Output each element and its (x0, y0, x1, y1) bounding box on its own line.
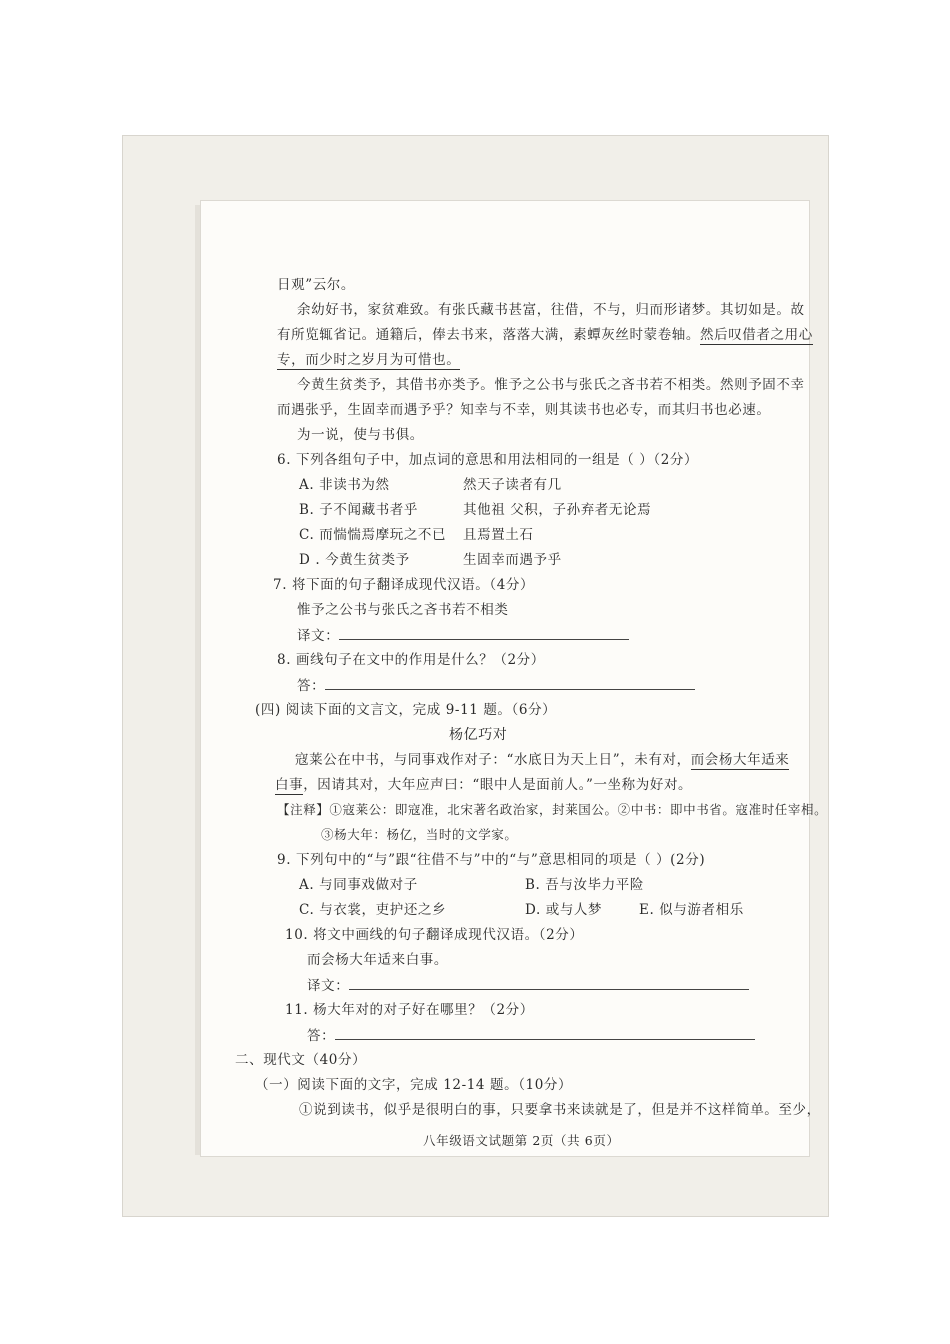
q10-answer-label: 译文： (307, 978, 350, 994)
q8-answer-label: 答： (297, 678, 326, 694)
underlined-sentence: 白事 (275, 777, 304, 793)
text-line: 为一说，使与书俱。 (297, 427, 424, 443)
part-2-paragraph: ①说到读书，似乎是很明白的事，只要拿书来读就是了，但是并不这样简单。至少， (299, 1102, 821, 1118)
q6-option-a-right: 然天子读者有几 (463, 477, 562, 493)
text-line: 今黄生贫类予，其借书亦类予。惟予之公书与张氏之吝书若不相类。然则予固不幸 (297, 377, 805, 393)
q7-sentence: 惟予之公书与张氏之吝书若不相类 (297, 602, 509, 618)
passage-title: 杨亿巧对 (449, 727, 508, 743)
q7-answer-blank[interactable] (339, 625, 629, 640)
text-segment: 寇莱公在中书，与同事戏作对子：“水底日为天上日”，未有对， (295, 752, 691, 768)
q10-sentence: 而会杨大年适来白事。 (307, 952, 448, 968)
page-footer: 八年级语文试题第 2页（共 6页） (423, 1133, 620, 1148)
exam-page (200, 200, 828, 1157)
q7-answer-line (297, 625, 629, 646)
q9-option-a: A. 与同事戏做对子 (299, 877, 418, 893)
question-7-stem: 7. 将下面的句子翻译成现代汉语。（4分） (273, 577, 535, 593)
q11-answer-line (307, 1025, 755, 1046)
question-9-stem: 9. 下列句中的“与”跟“往借不与”中的“与”意思相同的项是（ ）(2分) (277, 852, 706, 868)
q9-option-e: E. 似与游者相乐 (639, 902, 744, 918)
question-11-stem: 11. 杨大年对的对子好在哪里？（2分） (285, 1002, 534, 1018)
annotation-note: 【注释】①寇莱公：即寇准，北宋著名政治家，封莱国公。②中书：即中书省。寇准时任宰相。 (277, 802, 828, 817)
text-line (277, 350, 460, 370)
q10-answer-blank[interactable] (349, 975, 749, 990)
underlined-sentence: 专，而少时之岁月为可惜也。 (277, 352, 461, 368)
text-line: 日观”云尔。 (277, 277, 356, 293)
q6-option-d-right: 生固幸而遇予乎 (463, 552, 562, 568)
question-6-stem: 6. 下列各组句子中，加点词的意思和用法相同的一组是（ ）（2分） (277, 452, 699, 468)
q6-option-b-right: 其他祖 父积，子孙弃者无论焉 (463, 502, 652, 518)
passage-line (275, 775, 692, 795)
text-line (277, 325, 813, 345)
section-4-heading: (四) 阅读下面的文言文，完成 9-11 题。（6分） (255, 702, 557, 718)
q9-option-c: C. 与衣裳，吏护还之乡 (299, 902, 447, 918)
q8-answer-blank[interactable] (325, 675, 695, 690)
q6-option-d-left: D . 今黄生贫类予 (299, 552, 410, 568)
text-segment: ，因请其对，大年应声曰：“眼中人是面前人。”一坐称为好对。 (303, 777, 693, 793)
part-2-heading: 二、现代文（40分） (235, 1052, 367, 1068)
text-line: 余幼好书，家贫难致。有张氏藏书甚富，往借，不与，归而形诸梦。其切如是。故 (297, 302, 805, 318)
question-10-stem: 10. 将文中画线的句子翻译成现代汉语。（2分） (285, 927, 584, 943)
question-8-stem: 8. 画线句子在文中的作用是什么？（2分） (277, 652, 545, 668)
q6-option-c-right: 且焉置土石 (463, 527, 534, 543)
q9-option-b: B. 吾与汝毕力平险 (525, 877, 645, 893)
q6-option-a-left: A. 非读书为然 (299, 477, 390, 493)
q6-option-b-left: B. 子不闻藏书者乎 (299, 502, 419, 518)
q6-option-c-left: C. 而惴惴焉摩玩之不已 (299, 527, 447, 543)
passage-line (295, 750, 789, 770)
text-line: 而遇张乎，生固幸而遇予乎？知幸与不幸，则其读书也必专，而其归书也必速。 (277, 402, 771, 418)
part-2-subheading: （一）阅读下面的文字，完成 12-14 题。（10分） (255, 1077, 573, 1093)
text-segment: 有所览辄省记。通籍后，俸去书来，落落大满，素蟫灰丝时蒙卷轴。 (277, 327, 700, 343)
q10-answer-line (307, 975, 749, 996)
annotation-note: ③杨大年：杨亿，当时的文学家。 (321, 827, 518, 842)
q7-answer-label: 译文： (297, 628, 340, 644)
underlined-sentence: 然后叹借者之用心 (700, 327, 813, 343)
q8-answer-line (297, 675, 695, 696)
q11-answer-blank[interactable] (335, 1025, 755, 1040)
q11-answer-label: 答： (307, 1028, 336, 1044)
q9-option-d: D. 或与人梦 (525, 902, 603, 918)
underlined-sentence: 而会杨大年适来 (690, 752, 790, 768)
